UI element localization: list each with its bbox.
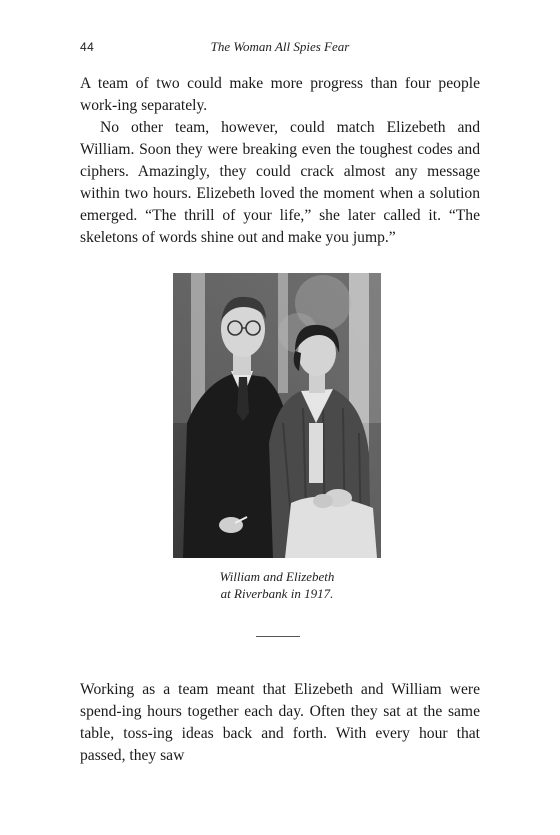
page-number: 44	[80, 40, 95, 54]
photo-illustration	[173, 273, 381, 558]
caption-line-2: at Riverbank in 1917.	[220, 586, 334, 601]
paragraph-1: A team of two could make more progress than four people work-ing separately.	[80, 75, 480, 114]
caption-line-1: William and Elizebeth	[219, 569, 335, 584]
photograph-william-and-elizebeth	[173, 273, 381, 558]
text-block-top	[80, 73, 480, 249]
section-break-rule	[256, 636, 300, 637]
paragraph-3: Working as a team meant that Elizebeth and William were spend-ing hours together each day. Often they sat at the same table, toss-ing ideas back and forth. With every hour that passed, they saw	[80, 681, 480, 764]
paragraph-2: No other team, however, could match Elizebeth and William. Soon they were breaking even the toughest codes and ciphers. Amazingly, they could crack almost any message within two hours. Elizebeth loved the moment when a solution emerged. “The thrill of your life,” she later called it. “The skeletons of words shine out and make you jump.”	[80, 119, 480, 246]
running-title: The Woman All Spies Fear	[210, 39, 350, 54]
photo-caption	[173, 568, 381, 602]
text-block-bottom	[80, 679, 480, 767]
